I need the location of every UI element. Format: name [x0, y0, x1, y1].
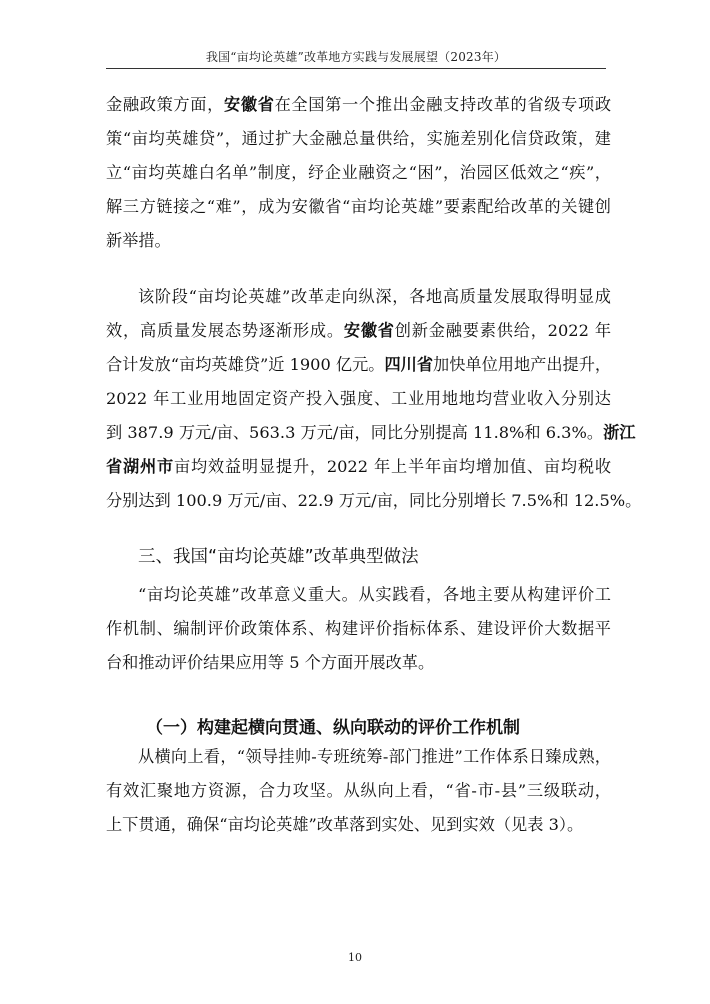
section-heading: 三、我国“亩均论英雄”改革典型做法 [138, 547, 419, 567]
text-line: 金融政策方面，安徽省在全国第一个推出金融支持改革的省级专项政 [106, 95, 612, 114]
text-line: 效，高质量发展态势逐渐形成。安徽省创新金融要素供给，2022 年 [106, 321, 612, 340]
text-line: 分别达到 100.9 万元/亩、22.9 万元/亩，同比分别增长 7.5%和 12.5%。 [106, 491, 642, 510]
paragraph-typical-practices [106, 578, 611, 680]
highlight-huzhou: 省湖州市 [106, 457, 174, 476]
running-header: 我国“亩均论英雄”改革地方实践与发展展望（2023年） [205, 50, 507, 64]
text-line: 解三方链接之“难”，成为安徽省“亩均论英雄”要素配给改革的关键创 [106, 197, 611, 216]
text-line: 从横向上看，“领导挂帅-专班统筹-部门推进”工作体系日臻成熟， [138, 747, 611, 766]
paragraph-finance-policy [106, 88, 611, 258]
paragraph-work-mechanism [106, 740, 611, 842]
text-line: 上下贯通，确保“亩均论英雄”改革落到实处、见到实效（见表 3）。 [106, 815, 584, 834]
text-line: 作机制、编制评价政策体系、构建评价指标体系、建设评价大数据平 [106, 619, 611, 638]
paragraph-reform-results [106, 280, 642, 518]
text-line: 该阶段“亩均论英雄”改革走向纵深，各地高质量发展取得明显成 [138, 287, 611, 306]
header-divider [106, 68, 606, 69]
text-line: “亩均论英雄”改革意义重大。从实践看，各地主要从构建评价工 [138, 585, 611, 604]
text-line: 策“亩均英雄贷”，通过扩大金融总量供给，实施差别化信贷政策，建 [106, 129, 611, 148]
text-line: 省湖州市亩均效益明显提升，2022 年上半年亩均增加值、亩均税收 [106, 457, 612, 476]
text-line: 新举措。 [106, 231, 171, 250]
highlight-zhejiang: 浙江 [603, 423, 636, 442]
text-line: 2022 年工业用地固定资产投入强度、工业用地地均营业收入分别达 [106, 389, 611, 408]
text-line: 合计发放“亩均英雄贷”近 1900 亿元。四川省加快单位用地产出提升， [106, 355, 612, 374]
subsection-heading: （一）构建起横向贯通、纵向联动的评价工作机制 [146, 718, 520, 738]
text-line: 有效汇聚地方资源，合力攻坚。从纵向上看，“省-市-县”三级联动， [106, 781, 611, 800]
page-number: 10 [348, 951, 362, 964]
highlight-anhui: 安徽省 [343, 321, 395, 340]
highlight-anhui: 安徽省 [224, 95, 275, 114]
highlight-sichuan: 四川省 [384, 355, 434, 374]
text-line: 立“亩均英雄白名单”制度，纾企业融资之“困”，治园区低效之“疾”， [106, 163, 611, 182]
text-line: 到 387.9 万元/亩、563.3 万元/亩，同比分别提高 11.8%和 6.3%。浙江 [106, 423, 636, 442]
text-line: 台和推动评价结果应用等 5 个方面开展改革。 [106, 653, 435, 672]
